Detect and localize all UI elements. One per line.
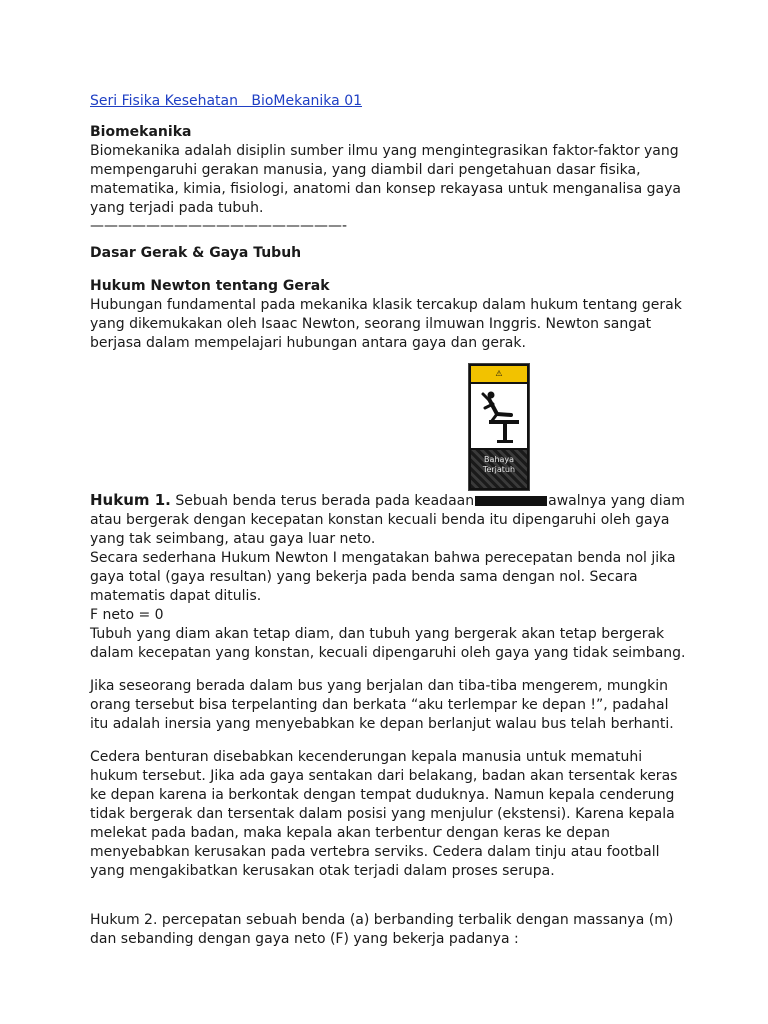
sign-caption-line2: Terjatuh xyxy=(482,465,516,474)
warning-sign-image xyxy=(468,363,530,491)
document-page xyxy=(90,92,690,949)
warning-sign-label: ⚠ xyxy=(471,366,527,382)
heading-dasar-gerak: Dasar Gerak & Gaya Tubuh xyxy=(90,245,302,261)
paragraph-cedera: Cedera benturan disebabkan kecenderungan kepala manusia untuk mematuhi hukum tersebut. Jika ada gaya sentakan dari belakang, badan akan tersentak keras ke depan karena ia berkontak dengan tempat duduknya. Namun kepala cenderung tidak bergerak dan tersentak dalam posisi yang menjulur (ekstensi). Karena kepala melekat pada badan, maka kepala akan terbentur dengan keras ke depan menyebabkan kerusakan pada vertebra serviks. Cedera dalam tinju atau football yang mengakibatkan kerusakan otak terjadi dalam proses serupa. xyxy=(90,749,678,879)
paragraph-hukum-newton: Hubungan fundamental pada mekanika klasik tercakup dalam hukum tentang gerak yang dikemukakan oleh Isaac Newton, seorang ilmuwan Inggris. Newton sangat berjasa dalam mempelajari hubungan antara gaya dan gerak. xyxy=(90,297,682,351)
hukum1-text-b: awalnya yang diam atau bergerak dengan kecepatan konstan kecuali benda itu dipengaruhi oleh gaya yang tak seimbang, atau gaya luar neto. xyxy=(90,493,685,547)
divider-line: ——————————————————- xyxy=(90,218,348,234)
paragraph-bus: Jika seseorang berada dalam bus yang berjalan dan tiba-tiba mengerem, mungkin orang tersebut bisa terpelanting dan berkata “aku terlempar ke depan !”, padahal itu adalah inersia yang menyebabkan ke depan berlanjut walau bus telah berhanti. xyxy=(90,678,674,732)
paragraph-hukum2: Hukum 2. percepatan sebuah benda (a) berbanding terbalik dengan massanya (m) dan sebanding dengan gaya neto (F) yang bekerja padanya : xyxy=(90,912,674,947)
formula-fneto: F neto = 0 xyxy=(90,607,164,623)
sign-hatched-panel xyxy=(471,450,527,488)
sign-inline-bottom xyxy=(475,496,547,506)
falling-person-icon xyxy=(471,384,527,448)
sign-caption xyxy=(471,455,527,475)
sign-caption-line1: Bahaya xyxy=(484,455,514,464)
paragraph-biomekanika: Biomekanika adalah disiplin sumber ilmu yang mengintegrasikan faktor-faktor yang mempengaruhi gerakan manusia, yang diambil dari pengetahuan dasar fisika, matematika, kimia, fisiologi, anatomi dan konsep rekayasa untuk menganalisa gaya yang terjadi pada tubuh. xyxy=(90,143,681,216)
paragraph-hukum1-explain: Secara sederhana Hukum Newton I mengatakan bahwa perecepatan benda nol jika gaya total (gaya resultan) yang bekerja pada benda sama dengan nol. Secara matematis dapat ditulis. xyxy=(90,550,676,604)
hukum1-text-a: Sebuah benda terus berada pada keadaan xyxy=(170,493,475,509)
hukum1-label: Hukum 1. xyxy=(90,491,171,509)
paragraph-hukum1 xyxy=(90,491,690,549)
heading-hukum-newton: Hukum Newton tentang Gerak xyxy=(90,278,330,294)
series-title-link[interactable]: Seri Fisika Kesehatan BioMekanika 01 xyxy=(90,93,363,109)
heading-biomekanika: Biomekanika xyxy=(90,124,192,140)
warning-sign-area xyxy=(90,363,690,491)
paragraph-hukum1-body: Tubuh yang diam akan tetap diam, dan tubuh yang bergerak akan tetap bergerak dalam kecepatan yang konstan, kecuali dipengaruhi oleh gaya yang tidak seimbang. xyxy=(90,626,686,661)
